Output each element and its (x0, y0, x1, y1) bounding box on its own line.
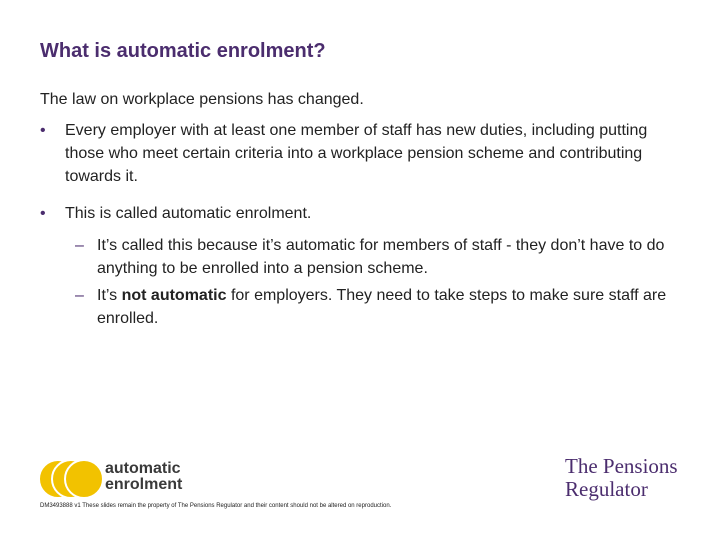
footer-disclaimer: DM3493888 v1 These slides remain the property of The Pensions Regulator and their content should not be altered on reproduction. (40, 503, 392, 509)
automatic-enrolment-logo (105, 461, 182, 493)
pensions-regulator-logo-line1: The Pensions (565, 454, 678, 478)
sub-bullet-item (75, 284, 685, 330)
bullet-text: Every employer with at least one member of staff has new duties, including putting those who meet certain criteria into a workplace pension scheme and contributing towards it. (65, 122, 648, 185)
slide-title: What is automatic enrolment? (40, 40, 326, 62)
sub-bullet-marker: – (75, 287, 84, 304)
sub-bullet-text-prefix: It’s (97, 287, 122, 304)
automatic-enrolment-logo-line1: automatic (105, 460, 181, 477)
pensions-regulator-logo-line2: Regulator (565, 477, 648, 501)
bullet-marker: • (40, 122, 46, 139)
sub-bullet-marker: – (75, 237, 84, 254)
bullet-marker: • (40, 205, 46, 222)
sub-bullet-text (97, 284, 685, 330)
bullet-text: This is called automatic enrolment. (65, 205, 312, 222)
automatic-enrolment-logo-line2: enrolment (105, 476, 183, 493)
sub-bullet-text: It’s called this because it’s automatic for members of staff - they don’t have to do anything to be enrolled into a pension scheme. (97, 237, 665, 277)
sub-bullet-text-emphasis: not automatic (121, 287, 227, 304)
sub-bullet-text-suffix: for employers. They need to take steps to make sure staff are enrolled. (97, 287, 667, 327)
pensions-regulator-logo (565, 455, 678, 501)
bullet-item (40, 119, 690, 188)
sub-bullet-item (75, 234, 685, 280)
intro-text: The law on workplace pensions has changed. (40, 91, 364, 108)
bullet-item (40, 202, 690, 225)
